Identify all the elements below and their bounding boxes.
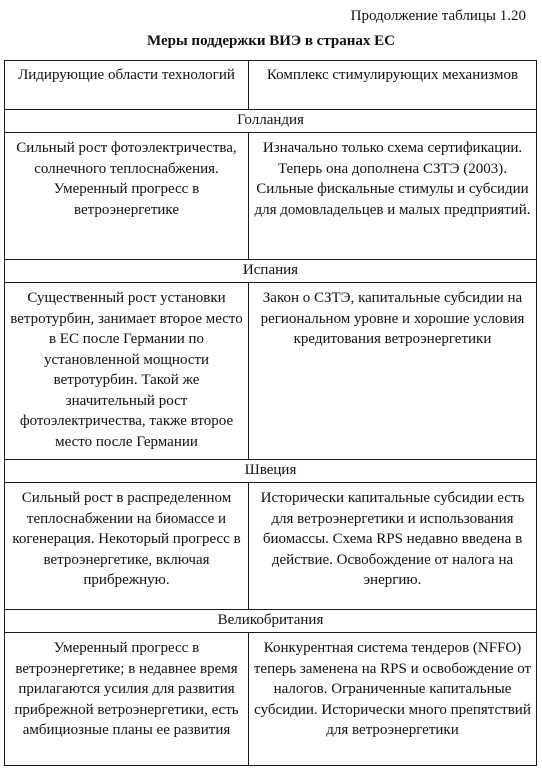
mechanisms-cell: Закон о СЗТЭ, капитальные субсидии на региональном уровне и хорошие условия кредитования ветроэнергетики [249, 283, 537, 460]
technologies-cell: Существенный рост установки ветротурбин, занимает второе место в ЕС после Германии по установленной мощности ветротурбин. Такой же значительный рост фотоэлектричества, также второе место после Германии [5, 283, 249, 460]
table-row [5, 633, 537, 766]
country-row-sweden [5, 460, 537, 483]
header-cell-technologies: Лидирующие области технологий [5, 61, 249, 110]
country-name: Великобритания [5, 610, 537, 633]
table-row [5, 283, 537, 460]
mechanisms-cell: Изначально только схема сертификации. Теперь она дополнена СЗТЭ (2003). Сильные фискальные стимулы и субсидии для домовладельцев и малых предприятий. [249, 133, 537, 260]
mechanisms-cell: Конкурентная система тендеров (NFFO) теперь заменена на RPS и освобождение от налогов. Ограниченные капитальные субсидии. Исторически много препятствий для ветроэнергетики [249, 633, 537, 766]
table-title: Меры поддержки ВИЭ в странах ЕС [147, 33, 395, 49]
country-name: Швеция [5, 460, 537, 483]
technologies-cell: Сильный рост в распределенном теплоснабжении на биомассе и когенерация. Некоторый прогресс в ветроэнергетике, включая прибрежную. [5, 483, 249, 610]
table-row [5, 133, 537, 260]
country-row-spain [5, 260, 537, 283]
mechanisms-cell: Исторически капитальные субсидии есть для ветроэнергетики и использования биомассы. Схема RPS недавно введена в действие. Освобождение от налога на энергию. [249, 483, 537, 610]
table-header-row [5, 61, 537, 110]
country-name: Испания [5, 260, 537, 283]
technologies-cell: Сильный рост фотоэлектричества, солнечного теплоснабжения. Умеренный прогресс в ветроэнергетике [5, 133, 249, 260]
country-name: Голландия [5, 110, 537, 133]
header-cell-mechanisms: Комплекс стимулирующих механизмов [249, 61, 537, 110]
country-row-netherlands [5, 110, 537, 133]
res-support-table [4, 60, 537, 766]
technologies-cell: Умеренный прогресс в ветроэнергетике; в недавнее время прилагаются усилия для развития прибрежной ветроэнергетики, есть амбициозные планы ее развития [5, 633, 249, 766]
table-row [5, 483, 537, 610]
table-continuation-label: Продолжение таблицы 1.20 [350, 8, 526, 24]
country-row-uk [5, 610, 537, 633]
